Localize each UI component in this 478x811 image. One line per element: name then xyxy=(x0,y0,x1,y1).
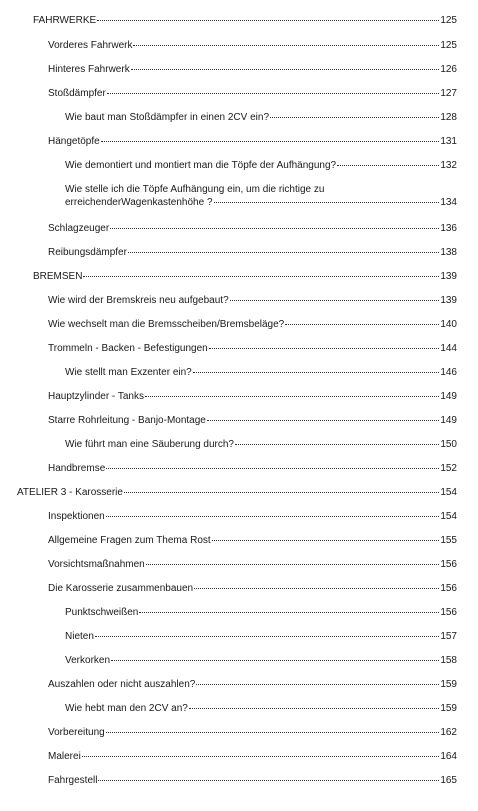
toc-entry-page: 156 xyxy=(440,559,457,570)
dot-leader xyxy=(106,516,440,517)
dot-leader xyxy=(106,468,439,469)
dot-leader xyxy=(82,756,440,757)
toc-entry-reibungsdaempfer[interactable] xyxy=(48,246,457,259)
toc-entry-title: Wie wechselt man die Bremsscheiben/Bremsbeläge? xyxy=(48,319,285,330)
toc-entry-title: Hängetöpfe xyxy=(48,136,100,147)
toc-entry-title: Punktschweißen xyxy=(65,607,139,618)
toc-entry-title: Reibungsdämpfer xyxy=(48,247,127,258)
toc-entry-page: 156 xyxy=(440,583,457,594)
toc-entry-bremsen[interactable] xyxy=(33,270,457,283)
toc-entry-vorsichtsmassnahmen[interactable] xyxy=(48,558,457,571)
toc-entry-title: Malerei xyxy=(48,751,81,762)
dot-leader xyxy=(285,324,439,325)
toc-entry-hauptzylinder[interactable] xyxy=(48,390,457,403)
toc-entry-title: Wie hebt man den 2CV an? xyxy=(65,703,188,714)
toc-entry-title: Auszahlen oder nicht auszahlen? xyxy=(48,679,196,690)
toc-entry-nieten[interactable] xyxy=(65,630,457,643)
toc-entry-title: Wie stellt man Exzenter ein? xyxy=(65,367,192,378)
toc-entry-karosserie-zusammenbauen[interactable] xyxy=(48,582,457,595)
dot-leader xyxy=(133,45,439,46)
toc-entry-rohrleitung[interactable] xyxy=(48,414,457,427)
toc-entry-auszahlen[interactable] xyxy=(48,678,457,691)
dot-leader xyxy=(124,492,439,493)
toc-entry-title: Handbremse xyxy=(48,463,106,474)
dot-leader xyxy=(196,684,439,685)
toc-entry-page: 128 xyxy=(440,112,457,123)
dot-leader xyxy=(131,69,440,70)
toc-entry-title: Hauptzylinder - Tanks xyxy=(48,391,144,402)
toc-entry-title: Schlagzeuger xyxy=(48,223,110,234)
toc-entry-trommeln[interactable] xyxy=(48,342,457,355)
toc-entry-fahrwerke[interactable] xyxy=(33,14,457,27)
dot-leader xyxy=(83,276,439,277)
toc-entry-page: 132 xyxy=(440,160,457,171)
toc-entry-title: Hinteres Fahrwerk xyxy=(48,64,130,75)
toc-entry-page: 138 xyxy=(440,247,457,258)
toc-entry-title: Vorbereitung xyxy=(48,727,105,738)
toc-entry-verkorken[interactable] xyxy=(65,654,457,667)
toc-entry-title: FAHRWERKE xyxy=(33,15,97,26)
toc-entry-title: ATELIER 3 - Karosserie xyxy=(17,487,123,498)
dot-leader xyxy=(101,141,440,142)
toc-entry-haengetoepfe[interactable] xyxy=(48,135,457,148)
dot-leader xyxy=(193,372,440,373)
toc-entry-title: Inspektionen xyxy=(48,511,105,522)
toc-entry-page: 154 xyxy=(440,487,457,498)
toc-entry-page: 158 xyxy=(440,655,457,666)
toc-entry-page: 149 xyxy=(440,391,457,402)
toc-entry-page: 154 xyxy=(440,511,457,522)
toc-entry-2cv-anheben[interactable] xyxy=(65,702,457,715)
toc-entry-title: Vorsichtsmaßnahmen xyxy=(48,559,145,570)
toc-entry-punktschweissen[interactable] xyxy=(65,606,457,619)
toc-entry-page: 134 xyxy=(440,197,457,208)
dot-leader xyxy=(111,660,439,661)
dot-leader xyxy=(207,420,439,421)
toc-entry-page: 136 xyxy=(440,223,457,234)
dot-leader xyxy=(189,708,439,709)
toc-entry-page: 152 xyxy=(440,463,457,474)
toc-entry-page: 144 xyxy=(440,343,457,354)
toc-entry-page: 156 xyxy=(440,607,457,618)
toc-entry-exzenter[interactable] xyxy=(65,366,457,379)
toc-entry-line2 xyxy=(65,196,457,209)
toc-entry-title: Wie baut man Stoßdämpfer in einen 2CV ein? xyxy=(65,112,269,123)
toc-entry-atelier-3[interactable] xyxy=(17,486,457,499)
toc-entry-title: Wie demontiert und montiert man die Töpfe der Aufhängung? xyxy=(65,160,337,171)
dot-leader xyxy=(110,228,439,229)
toc-entry-title: Vorderes Fahrwerk xyxy=(48,40,133,51)
toc-entry-rost[interactable] xyxy=(48,534,457,547)
dot-leader xyxy=(212,540,440,541)
toc-entry-title: Nieten xyxy=(65,631,94,642)
toc-entry-bremsscheiben[interactable] xyxy=(48,318,457,331)
toc-entry-page: 131 xyxy=(440,136,457,147)
toc-entry-title: Allgemeine Fragen zum Thema Rost xyxy=(48,535,211,546)
toc-entry-page: 149 xyxy=(440,415,457,426)
toc-entry-page: 164 xyxy=(440,751,457,762)
toc-entry-page: 150 xyxy=(440,439,457,450)
toc-entry-bremskreis[interactable] xyxy=(48,294,457,307)
dot-leader xyxy=(107,93,440,94)
toc-entry-toepfe-demontieren[interactable] xyxy=(65,159,457,172)
dot-leader xyxy=(230,300,440,301)
toc-entry-inspektionen[interactable] xyxy=(48,510,457,523)
dot-leader xyxy=(214,202,440,203)
dot-leader xyxy=(106,732,440,733)
dot-leader xyxy=(235,444,439,445)
toc-entry-title: Die Karosserie zusammenbauen xyxy=(48,583,194,594)
toc-entry-page: 139 xyxy=(440,295,457,306)
toc-entry-title: Fahrgestell xyxy=(48,775,98,786)
dot-leader xyxy=(146,564,440,565)
toc-entry-page: 146 xyxy=(440,367,457,378)
toc-entry-title: Wie führt man eine Säuberung durch? xyxy=(65,439,234,450)
toc-entry-handbremse[interactable] xyxy=(48,462,457,475)
toc-entry-title: Verkorken xyxy=(65,655,111,666)
toc-entry-page: 159 xyxy=(440,703,457,714)
dot-leader xyxy=(145,396,439,397)
toc-entry-title: Starre Rohrleitung - Banjo-Montage xyxy=(48,415,206,426)
toc-entry-title: Wie wird der Bremskreis neu aufgebaut? xyxy=(48,295,229,306)
toc-entry-page: 162 xyxy=(440,727,457,738)
toc-entry-hinteres-fahrwerk[interactable] xyxy=(48,63,457,76)
toc-entry-malerei[interactable] xyxy=(48,750,457,763)
dot-leader xyxy=(97,20,439,21)
toc-entry-title-line1: Wie stelle ich die Töpfe Aufhängung ein, um die richtige zu xyxy=(65,184,325,195)
toc-entry-stossdaempfer[interactable] xyxy=(48,87,457,100)
toc-entry-page: 125 xyxy=(440,15,457,26)
toc-entry-page: 155 xyxy=(440,535,457,546)
dot-leader xyxy=(95,636,439,637)
toc-entry-page: 165 xyxy=(440,775,457,786)
toc-entry-page: 127 xyxy=(440,88,457,99)
toc-entry-saeuberung[interactable] xyxy=(65,438,457,451)
dot-leader xyxy=(194,588,439,589)
dot-leader xyxy=(209,348,440,349)
toc-entry-vorderes-fahrwerk[interactable] xyxy=(48,39,457,52)
toc-entry-page: 159 xyxy=(440,679,457,690)
toc-entry-title: Trommeln - Backen - Befestigungen xyxy=(48,343,208,354)
toc-entry-page: 126 xyxy=(440,64,457,75)
toc-entry-fahrgestell[interactable] xyxy=(48,774,457,787)
toc-entry-title-line2: erreichenderWagenkastenhöhe ? xyxy=(65,197,213,208)
dot-leader xyxy=(98,780,439,781)
toc-entry-page: 140 xyxy=(440,319,457,330)
toc-entry-schlagzeuger[interactable] xyxy=(48,222,457,235)
dot-leader xyxy=(128,252,439,253)
toc-entry-toepfe-einstellen[interactable] xyxy=(65,183,457,209)
dot-leader xyxy=(270,117,439,118)
dot-leader xyxy=(337,165,439,166)
toc-entry-title: BREMSEN xyxy=(33,271,83,282)
toc-entry-page: 139 xyxy=(440,271,457,282)
toc-entry-page: 157 xyxy=(440,631,457,642)
dot-leader xyxy=(139,612,439,613)
toc-entry-title: Stoßdämpfer xyxy=(48,88,106,99)
toc-entry-vorbereitung[interactable] xyxy=(48,726,457,739)
toc-entry-stossdaempfer-einbauen[interactable] xyxy=(65,111,457,124)
toc-entry-page: 125 xyxy=(440,40,457,51)
